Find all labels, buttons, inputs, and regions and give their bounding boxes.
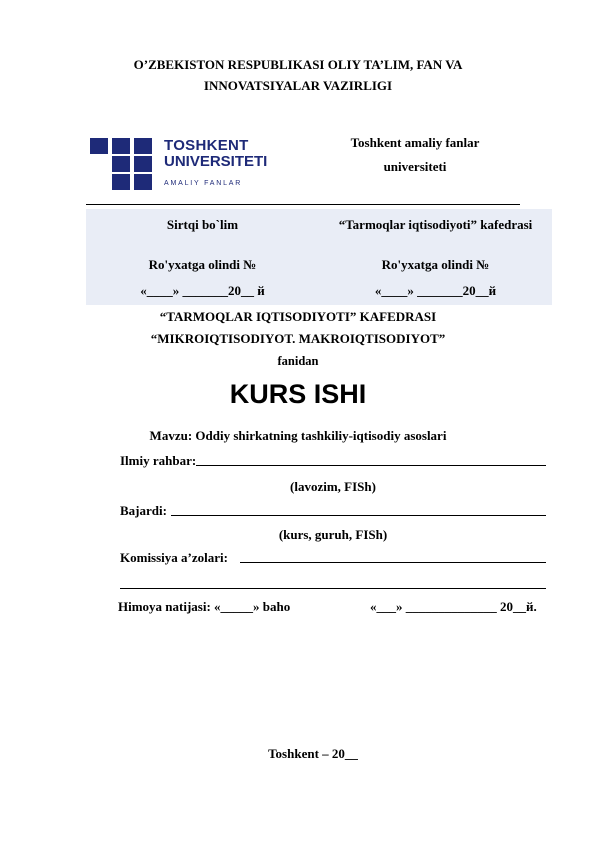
logo-text-universiteti: UNIVERSITETI bbox=[164, 153, 268, 170]
ministry-header bbox=[0, 54, 596, 96]
registration-left-heading: Sirtqi bo`lim bbox=[166, 217, 239, 232]
logo-text-toshkent: TOSHKENT bbox=[164, 137, 249, 154]
student-row bbox=[120, 503, 546, 519]
department-line-1: “TARMOQLAR IQTISODIYOTI” KAFEDRASI bbox=[159, 309, 437, 324]
document-title: KURS ISHI bbox=[229, 379, 367, 409]
commission-extra-line[interactable] bbox=[120, 588, 546, 589]
registration-right-heading: “Tarmoqlar iqtisodiyoti” kafedrasi bbox=[338, 217, 533, 232]
commission-row bbox=[120, 550, 546, 566]
registration-right-date: «____» _______20__й bbox=[374, 283, 497, 298]
department-block bbox=[0, 306, 596, 372]
registration-right bbox=[319, 209, 552, 305]
header-divider bbox=[86, 204, 520, 205]
department-line-3: fanidan bbox=[277, 354, 319, 368]
supervisor-label: Ilmiy rahbar: bbox=[120, 453, 197, 468]
course-topic: Mavzu: Oddiy shirkatning tashkiliy-iqtisodiy asoslari bbox=[149, 428, 447, 443]
supervisor-hint: (lavozim, FISh) bbox=[290, 479, 376, 494]
commission-label: Komissiya a’zolari: bbox=[120, 550, 228, 565]
student-hint: (kurs, guruh, FISh) bbox=[278, 527, 388, 542]
university-name-line-1: Toshkent amaliy fanlar bbox=[350, 135, 480, 150]
document-footer: Toshkent – 20__ bbox=[268, 746, 358, 761]
registration-left-date: «____» _______20__ й bbox=[140, 283, 265, 298]
university-name-line-2: universiteti bbox=[383, 159, 447, 174]
student-input-line[interactable] bbox=[171, 515, 546, 516]
registration-left-number: Ro'yxatga olindi № bbox=[148, 257, 257, 272]
defense-result-label: Himoya natijasi: «_____» baho bbox=[118, 599, 291, 614]
registration-left bbox=[86, 209, 319, 305]
logo-mark-icon bbox=[90, 138, 152, 190]
registration-right-number: Ro'yxatga olindi № bbox=[381, 257, 490, 272]
university-name bbox=[330, 131, 500, 179]
department-line-2: “MIKROIQTISODIYOT. MAKROIQTISODIYOT” bbox=[150, 331, 446, 346]
commission-input-line[interactable] bbox=[240, 562, 546, 563]
supervisor-input-line[interactable] bbox=[196, 465, 546, 466]
logo-text-amaliy-fanlar: AMALIY FANLAR bbox=[164, 180, 243, 187]
ministry-line-2: INNOVATSIYALAR VAZIRLIGI bbox=[203, 78, 393, 93]
registration-panel bbox=[86, 209, 552, 305]
supervisor-row bbox=[120, 453, 546, 469]
university-logo bbox=[90, 138, 270, 190]
defense-result-date: «___» ______________ 20__й. bbox=[370, 599, 537, 614]
student-label: Bajardi: bbox=[120, 503, 167, 518]
ministry-line-1: O’ZBEKISTON RESPUBLIKASI OLIY TA’LIM, FAN VA bbox=[133, 57, 463, 72]
